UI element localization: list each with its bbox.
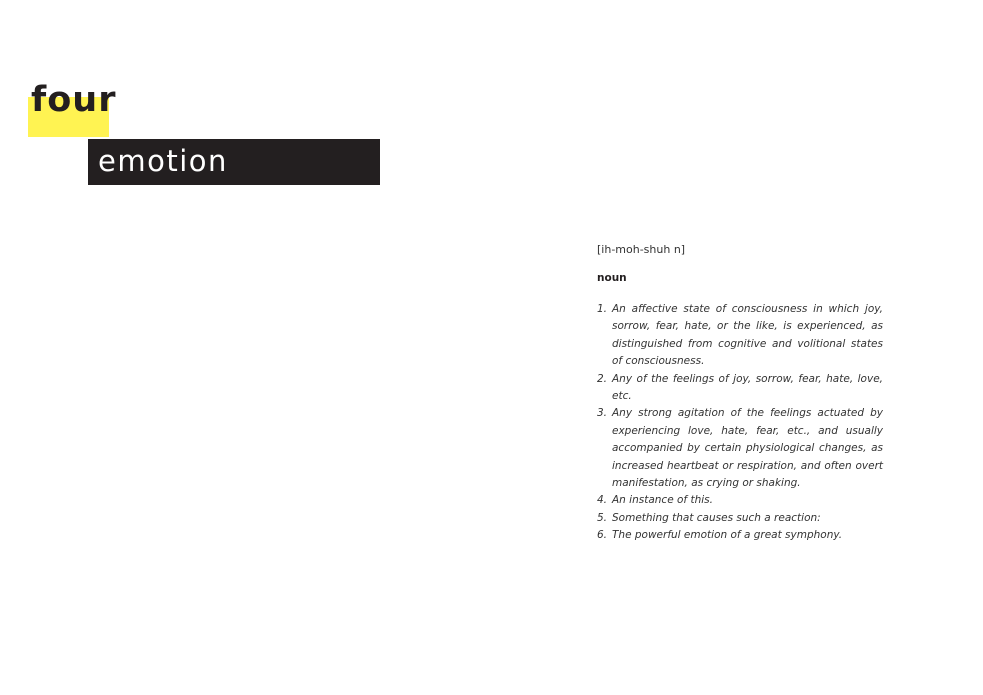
sense-item bbox=[597, 405, 883, 492]
sense-number: 1. bbox=[597, 303, 608, 315]
chapter-heading bbox=[28, 78, 117, 137]
sense-item bbox=[597, 510, 883, 527]
sense-list bbox=[597, 301, 883, 545]
sense-number: 3. bbox=[597, 407, 608, 420]
sense-text: Any strong agitation of the feelings actuated by experiencing love, hate, fear, etc., and usually accompanied by certain physiological changes, as increased heartbeat or respiration, and often overt manifestation, as crying or shaking. bbox=[612, 407, 883, 490]
part-of-speech: noun bbox=[597, 272, 627, 284]
sense-number: 2. bbox=[597, 372, 608, 385]
sense-text: An affective state of consciousness in which joy, sorrow, fear, hate, or the like, is experienced, as distinguished from cognitive and volitional states of consciousness. bbox=[612, 303, 883, 368]
chapter-title: emotion bbox=[98, 144, 228, 178]
sense-number: 4. bbox=[597, 494, 608, 507]
sense-number: 5. bbox=[597, 511, 608, 524]
pronunciation: [ih-moh-shuh n] bbox=[597, 243, 686, 256]
sense-text: An instance of this. bbox=[612, 494, 713, 507]
chapter-title-box bbox=[88, 139, 380, 185]
chapter-number: four bbox=[31, 80, 117, 120]
sense-number: 6. bbox=[597, 529, 608, 542]
dictionary-definition bbox=[597, 242, 883, 545]
sense-item bbox=[597, 301, 883, 371]
sense-text: Something that causes such a reaction: bbox=[612, 511, 821, 524]
sense-item bbox=[597, 492, 883, 509]
sense-text: The powerful emotion of a great symphony. bbox=[612, 529, 843, 542]
sense-text: Any of the feelings of joy, sorrow, fear, hate, love, etc. bbox=[612, 372, 883, 403]
sense-item bbox=[597, 371, 883, 406]
sense-item bbox=[597, 527, 883, 544]
